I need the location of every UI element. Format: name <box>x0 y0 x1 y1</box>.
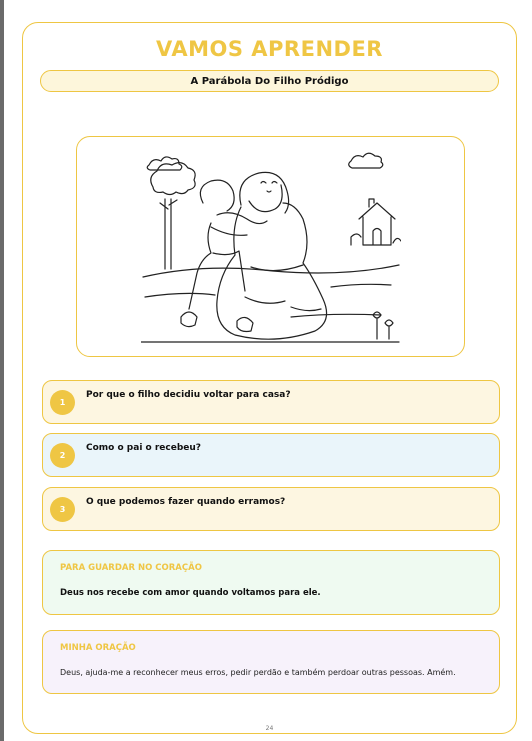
subtitle-bar <box>40 70 499 92</box>
guardar-no-coracao-box <box>42 550 500 615</box>
oracao-label: MINHA ORAÇÃO <box>60 643 136 653</box>
question-card-2 <box>42 433 500 477</box>
question-number-badge: 3 <box>50 497 75 522</box>
subtitle-text: A Parábola Do Filho Pródigo <box>190 75 349 87</box>
oracao-text: Deus, ajuda-me a reconhecer meus erros, pedir perdão e também perdoar outras pessoas. Amém. <box>60 668 456 677</box>
viewer-left-edge <box>0 0 4 741</box>
question-card-1 <box>42 380 500 424</box>
question-text: O que podemos fazer quando erramos? <box>86 497 286 507</box>
father-embracing-son-illustration-icon <box>141 147 401 347</box>
guardar-label: PARA GUARDAR NO CORAÇÃO <box>60 563 202 573</box>
question-card-3 <box>42 487 500 531</box>
illustration-card <box>76 136 465 357</box>
page-title: VAMOS APRENDER <box>156 37 383 61</box>
question-number-badge: 1 <box>50 390 75 415</box>
page-number: 24 <box>265 725 274 732</box>
question-text: Como o pai o recebeu? <box>86 443 202 453</box>
minha-oracao-box <box>42 630 500 694</box>
guardar-text: Deus nos recebe com amor quando voltamos para ele. <box>60 588 321 598</box>
page-frame <box>22 22 517 734</box>
question-number-badge: 2 <box>50 443 75 468</box>
question-text: Por que o filho decidiu voltar para casa? <box>86 390 291 400</box>
